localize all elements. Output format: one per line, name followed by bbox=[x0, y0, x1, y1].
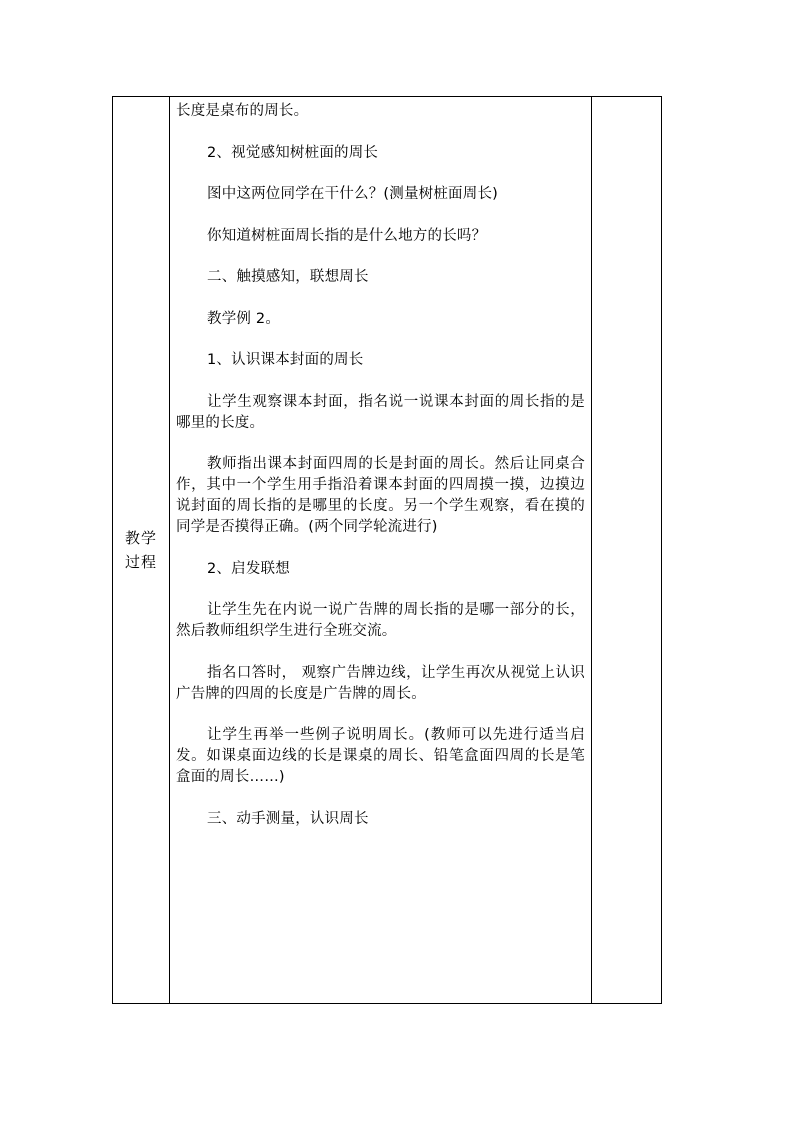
paragraph-8: 教师指出课本封面四周的长是封面的周长。然后让同桌合作，其中一个学生用手指沿着课本封面的四周摸一摸，边摸边说封面的周长指的是哪里的长度。另一个学生观察，看在摸的同学是否摸得正确。(两个同学轮流进行) bbox=[176, 456, 585, 535]
row-label-line-2: 过程 bbox=[124, 553, 157, 571]
paragraph-7: 让学生观察课本封面，指名说一说课本封面的周长指的是哪里的长度。 bbox=[176, 393, 585, 431]
paragraph-10: 让学生先在内说一说广告牌的周长指的是哪一部分的长，然后教师组织学生进行全班交流。 bbox=[176, 602, 585, 639]
content-body bbox=[170, 97, 591, 830]
lesson-plan-table bbox=[112, 96, 662, 1004]
paragraph-4: 二、触摸感知，联想周长 bbox=[207, 269, 369, 285]
row-label-cell bbox=[113, 97, 170, 1004]
paragraph-12: 让学生再举一些例子说明周长。(教师可以先进行适当启发。如课桌面边线的长是课桌的周长、铅笔盒面四周的长是笔盒面的周长……) bbox=[176, 727, 585, 785]
paragraph-1: 2、视觉感知树桩面的周长 bbox=[207, 144, 379, 161]
paragraph-3: 你知道树桩面周长指的是什么地方的长吗？ bbox=[207, 227, 487, 244]
row-label-line-1: 教学 bbox=[124, 529, 157, 547]
paragraph-5: 教学例 2。 bbox=[207, 310, 281, 327]
paragraph-0: 长度是桌布的周长。 bbox=[176, 103, 309, 119]
paragraph-13: 三、动手测量，认识周长 bbox=[207, 810, 369, 827]
paragraph-2: 图中这两位同学在干什么？(测量树桩面周长) bbox=[207, 186, 499, 202]
notes-cell bbox=[592, 97, 662, 1004]
row-label bbox=[125, 526, 157, 574]
paragraph-9: 2、启发联想 bbox=[207, 560, 290, 577]
paragraph-6: 1、认识课本封面的周长 bbox=[207, 352, 364, 368]
content-cell bbox=[170, 97, 592, 1004]
paragraph-11: 指名口答时， 观察广告牌边线，让学生再次从视觉上认识广告牌的四周的长度是广告牌的周长。 bbox=[176, 664, 585, 702]
table-row bbox=[113, 97, 662, 1004]
